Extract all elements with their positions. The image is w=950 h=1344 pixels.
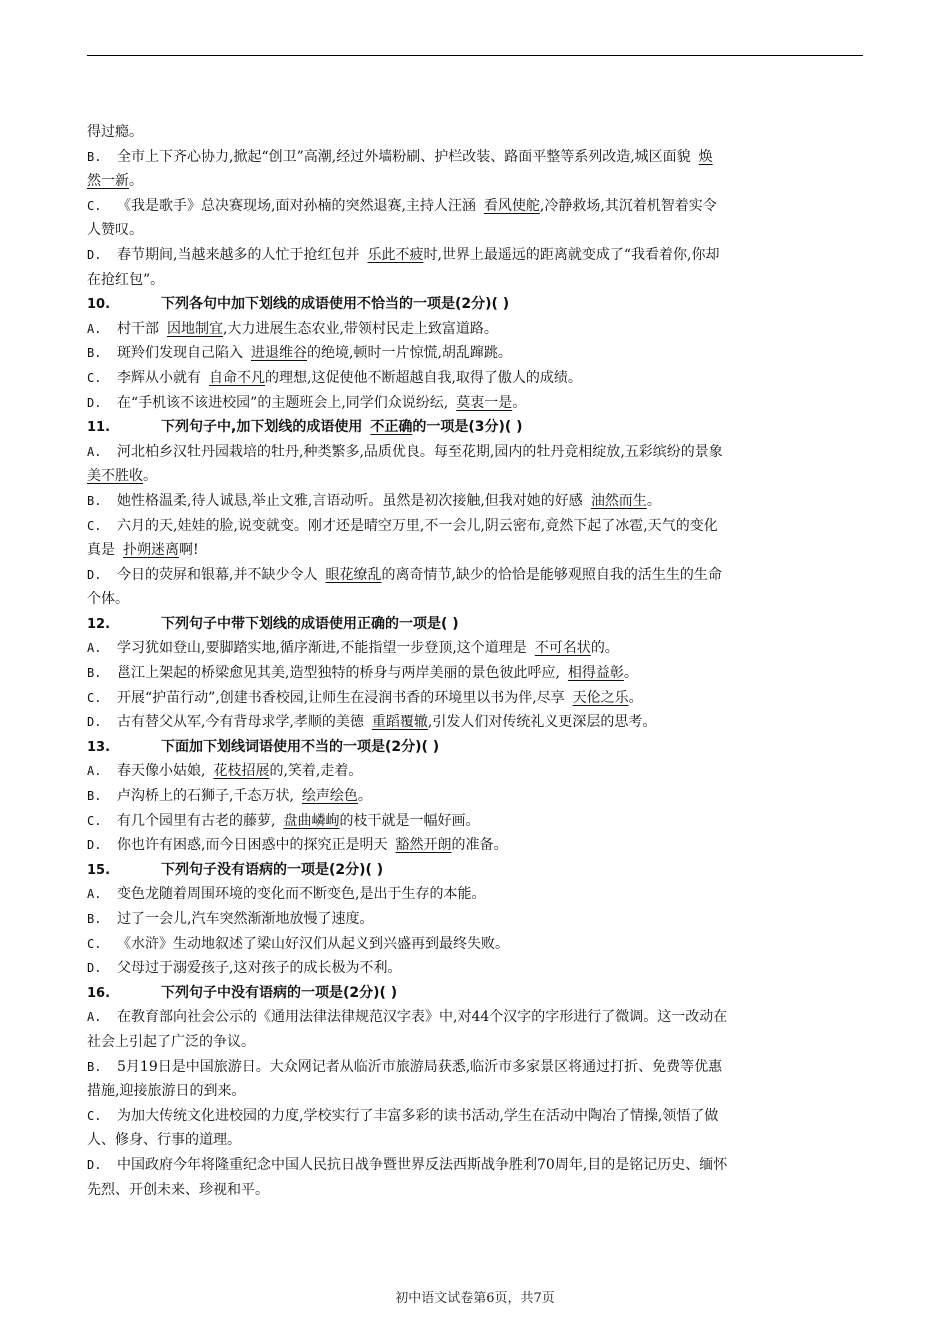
text: 《我是歌手》总决赛现场,面对孙楠的突然退赛,主持人汪涵 xyxy=(117,197,476,214)
question-text: 下列句子中没有语病的一项是(2分)( ) xyxy=(161,984,398,1001)
text: 。 xyxy=(512,394,527,411)
underlined-idiom: 自命不凡 xyxy=(209,369,265,386)
text: 先烈、开创未来、珍视和平。 xyxy=(87,1181,269,1198)
option-label: B. xyxy=(87,789,102,804)
option-c xyxy=(87,1104,863,1129)
text: 在抢红包”。 xyxy=(87,271,165,288)
option-d-cont xyxy=(87,587,863,612)
underlined-idiom: 豁然开朗 xyxy=(395,837,452,854)
text: 村干部 xyxy=(117,320,159,337)
underlined-idiom: 进退维谷 xyxy=(251,345,307,362)
text: 的离奇情节,缺少的恰恰是能够观照自我的活生生的生命 xyxy=(381,566,722,583)
option-label: D. xyxy=(87,838,102,853)
option-c-cont xyxy=(87,1128,863,1153)
text: 的。 xyxy=(590,640,619,657)
option-label: D. xyxy=(87,961,102,976)
option-label: A. xyxy=(87,887,102,902)
option-label: B. xyxy=(87,346,102,361)
question-10 xyxy=(87,292,863,317)
option-label: B. xyxy=(87,1059,102,1074)
option-d-cont xyxy=(87,1178,863,1203)
text: 开展“护苗行动”,创建书香校园,让师生在浸润书香的环境里以书为伴,尽享 xyxy=(117,689,565,706)
underlined-idiom: 美不胜收 xyxy=(87,468,143,485)
text: 个体。 xyxy=(87,591,129,608)
text: 得过瘾。 xyxy=(87,124,143,140)
underlined-word: 不正确 xyxy=(370,419,413,436)
option-c-cont xyxy=(87,538,863,563)
option-d-cont xyxy=(87,268,863,293)
text: 真是 xyxy=(87,542,115,559)
text: 变色龙随着周围环境的变化而不断变色,是出于生存的本能。 xyxy=(117,886,486,903)
text: 有几个园里有古老的藤萝, xyxy=(117,812,276,829)
text: 。 xyxy=(628,689,643,706)
text: 。 xyxy=(646,492,661,509)
text: 的准备。 xyxy=(451,837,508,854)
underlined-idiom: 然一新 xyxy=(87,173,129,190)
option-label: B. xyxy=(87,912,102,926)
option-label: D. xyxy=(87,247,102,262)
underlined-idiom: 盘曲嶙峋 xyxy=(283,812,340,829)
underlined-idiom: 绘声绘色 xyxy=(301,788,358,805)
option-a-cont xyxy=(87,464,863,489)
continued-text xyxy=(87,120,863,145)
option-d xyxy=(87,956,863,981)
underlined-idiom: 油然而生 xyxy=(590,492,647,509)
text: 六月的天,娃娃的脸,说变就变。刚才还是晴空万里,不一会儿,阴云密布,竟然下起了冰雹,天气的变化 xyxy=(117,517,718,534)
underlined-idiom: 焕 xyxy=(698,148,713,165)
question-text: 下面加下划线词语使用不当的一项是(2分)( ) xyxy=(161,738,440,755)
option-a-cont xyxy=(87,1030,863,1055)
option-a xyxy=(87,1005,863,1030)
text: ,引发人们对传统礼义更深层的思考。 xyxy=(427,714,657,731)
underlined-idiom: 扑朔迷离 xyxy=(123,542,179,559)
text: 邕江上架起的桥梁愈见其美,造型独特的桥身与两岸美丽的景色彼此呼应, xyxy=(117,665,560,682)
text: ,冷静救场,其沉着机智着实令 xyxy=(539,197,717,214)
question-16 xyxy=(87,981,863,1006)
option-d xyxy=(87,563,863,588)
text: 她性格温柔,待人诚恳,举止文雅,言语动听。虽然是初次接触,但我对她的好感 xyxy=(117,492,583,509)
option-label: B. xyxy=(87,493,102,508)
option-c xyxy=(87,366,863,391)
option-c xyxy=(87,514,863,539)
text: 《水浒》生动地叙述了梁山好汉们从起义到兴盛再到最终失败。 xyxy=(117,935,509,952)
question-text: 下列各句中加下划线的成语使用不恰当的一项是(2分)( ) xyxy=(161,296,510,313)
option-c xyxy=(87,686,863,711)
underlined-idiom: 重蹈覆辙 xyxy=(371,714,428,731)
option-b xyxy=(87,907,863,932)
option-b xyxy=(87,1055,863,1080)
question-text: 下列句子中,加下划线的成语使用 xyxy=(161,419,363,436)
question-number: 15. xyxy=(87,862,111,878)
option-b xyxy=(87,341,863,366)
option-label: A. xyxy=(87,641,102,656)
option-c xyxy=(87,932,863,957)
page-content xyxy=(87,120,863,1202)
option-c-cont xyxy=(87,218,863,243)
underlined-idiom: 不可名状 xyxy=(534,640,591,657)
text: 措施,迎接旅游日的到来。 xyxy=(87,1083,246,1100)
text: 。 xyxy=(143,468,157,485)
option-label: D. xyxy=(87,715,102,730)
option-label: C. xyxy=(87,813,102,828)
question-12 xyxy=(87,612,863,637)
underlined-idiom: 因地制宜 xyxy=(167,320,223,337)
text: 。 xyxy=(357,788,372,805)
underlined-idiom: 花枝招展 xyxy=(213,763,270,780)
option-d xyxy=(87,243,863,268)
option-label: C. xyxy=(87,690,102,705)
option-label: C. xyxy=(87,370,102,385)
option-d xyxy=(87,1153,863,1178)
question-number: 11. xyxy=(87,420,111,436)
text: ,大力进展生态农业,带领村民走上致富道路。 xyxy=(223,320,498,337)
text: 李辉从小就有 xyxy=(117,369,201,386)
text: 学习犹如登山,要脚踏实地,循序渐进,不能指望一步登顶,这个道理是 xyxy=(117,640,527,657)
text: 人赞叹。 xyxy=(87,222,143,239)
option-label: A. xyxy=(87,321,102,336)
underlined-idiom: 天伦之乐 xyxy=(572,689,629,706)
option-d xyxy=(87,710,863,735)
underlined-idiom: 看风使舵 xyxy=(483,197,540,214)
option-label: B. xyxy=(87,149,102,164)
question-text: 下列句子没有语病的一项是(2分)( ) xyxy=(161,861,384,878)
option-c xyxy=(87,809,863,834)
text: 啊! xyxy=(179,542,199,559)
underlined-idiom: 莫衷一是 xyxy=(456,394,513,411)
underlined-idiom: 相得益彰 xyxy=(567,665,624,682)
option-a xyxy=(87,317,863,342)
underlined-idiom: 乐此不疲 xyxy=(367,246,424,263)
option-c xyxy=(87,194,863,219)
option-label: B. xyxy=(87,666,102,681)
text: 5月19日是中国旅游日。大众网记者从临沂市旅游局获悉,临沂市多家景区将通过打折、免费等优惠 xyxy=(117,1058,723,1075)
question-number: 16. xyxy=(87,985,111,1001)
text: 河北柏乡汉牡丹园栽培的牡丹,种类繁多,品质优良。每至花期,园内的牡丹竞相绽放,五彩缤纷的景象 xyxy=(117,443,723,460)
question-number: 12. xyxy=(87,616,111,632)
text: 春天像小姑娘, xyxy=(117,763,206,780)
option-a xyxy=(87,440,863,465)
question-number: 10. xyxy=(87,297,111,313)
text: 的枝干就是一幅好画。 xyxy=(339,812,480,829)
question-15 xyxy=(87,858,863,883)
text: 的理想,这促使他不断超越自我,取得了傲人的成绩。 xyxy=(265,369,582,386)
text: 全市上下齐心协力,掀起“创卫”高潮,经过外墙粉刷、护栏改装、路面平整等系列改造,城区面貌 xyxy=(117,148,691,165)
text: 你也许有困惑,而今日困惑中的探究正是明天 xyxy=(117,837,388,854)
text: 斑羚们发现自己陷入 xyxy=(117,345,243,362)
text: 古有替父从军,今有背母求学,孝顺的美德 xyxy=(117,714,364,731)
option-label: A. xyxy=(87,764,102,779)
option-label: D. xyxy=(87,395,102,410)
text: 父母过于溺爱孩子,这对孩子的成长极为不利。 xyxy=(117,960,402,977)
option-label: C. xyxy=(87,518,102,533)
question-11 xyxy=(87,415,863,440)
text: 春节期间,当越来越多的人忙于抢红包并 xyxy=(117,246,360,263)
text: 在“手机该不该进校园”的主题班会上,同学们众说纷纭, xyxy=(117,394,449,411)
text: 的绝境,顿时一片惊慌,胡乱蹿跳。 xyxy=(307,345,512,362)
option-b-cont xyxy=(87,1079,863,1104)
question-text: 的一项是(3分)( ) xyxy=(412,419,523,436)
text: 今日的荧屏和银幕,并不缺少令人 xyxy=(117,566,318,583)
option-label: D. xyxy=(87,1157,102,1172)
text: 社会上引起了广泛的争议。 xyxy=(87,1033,255,1050)
text: 过了一会儿,汽车突然渐渐地放慢了速度。 xyxy=(117,911,374,927)
option-b xyxy=(87,661,863,686)
text: 在教育部向社会公示的《通用法律法律规范汉字表》中,对44个汉字的字形进行了微调。这一改动在 xyxy=(117,1009,728,1026)
question-13 xyxy=(87,735,863,760)
text: 人、修身、行事的道理。 xyxy=(87,1132,241,1149)
option-a xyxy=(87,636,863,661)
option-label: C. xyxy=(87,198,102,213)
text: 的,笑着,走着。 xyxy=(269,763,363,780)
underlined-idiom: 眼花缭乱 xyxy=(325,566,382,583)
header-rule xyxy=(87,55,863,56)
option-label: C. xyxy=(87,936,102,951)
option-a xyxy=(87,882,863,907)
option-d xyxy=(87,833,863,858)
option-label: A. xyxy=(87,1010,102,1025)
text: 中国政府今年将隆重纪念中国人民抗日战争暨世界反法西斯战争胜利70周年,目的是铭记历史、缅怀 xyxy=(117,1156,728,1173)
text: 时,世界上最遥远的距离就变成了“我看着你,你却 xyxy=(423,246,720,263)
option-d xyxy=(87,391,863,416)
option-b xyxy=(87,489,863,514)
question-text: 下列句子中带下划线的成语使用正确的一项是( ) xyxy=(161,615,459,632)
option-label: C. xyxy=(87,1108,102,1123)
text: 。 xyxy=(129,173,143,190)
option-b xyxy=(87,784,863,809)
option-a xyxy=(87,759,863,784)
question-number: 13. xyxy=(87,739,111,755)
option-b xyxy=(87,145,863,170)
page-footer: 初中语文试卷第6页，共7页 xyxy=(395,1291,555,1306)
option-b-cont xyxy=(87,169,863,194)
text: 为加大传统文化进校园的力度,学校实行了丰富多彩的读书活动,学生在活动中陶冶了情操,领悟了做 xyxy=(117,1107,719,1124)
option-label: A. xyxy=(87,444,102,459)
option-label: D. xyxy=(87,567,102,582)
text: 卢沟桥上的石狮子,千态万状, xyxy=(117,788,294,805)
text: 。 xyxy=(623,665,638,682)
